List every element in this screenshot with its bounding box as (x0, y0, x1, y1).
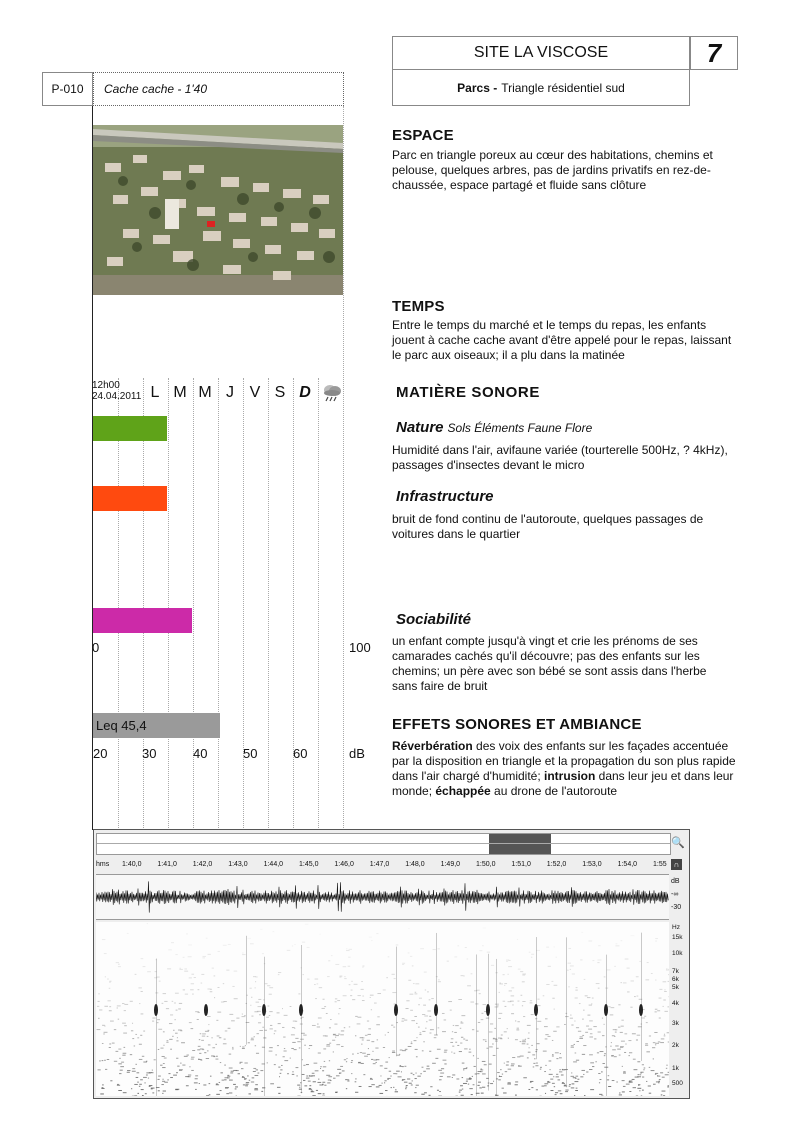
hz-tick: 1k (672, 1065, 679, 1072)
db-scale (671, 875, 681, 914)
sociabilite-heading: Sociabilité (396, 611, 472, 628)
rain-cloud-icon (320, 382, 344, 404)
spectrogram-noise (97, 923, 669, 1096)
grid-line (118, 378, 119, 830)
timeline-tick: 1:42,0 (192, 861, 213, 868)
aerial-photo (93, 125, 343, 295)
effets-bold-1: Réverbération (392, 739, 473, 753)
effets-bold-2: intrusion (544, 769, 596, 783)
hz-tick: 15k (672, 934, 683, 941)
timeline-ruler[interactable] (96, 858, 669, 872)
effets-text-2: dans leur jeu et dans leur monde; (392, 769, 734, 798)
timeline-tick: 1:55 (653, 861, 667, 868)
timeline-tick: 1:41,0 (157, 861, 177, 868)
grid-line (343, 106, 344, 830)
sociabilite-text: un enfant compte jusqu'à vingt et crie les prénoms de ses camarades cachés qu'il découvre; pas des enfants sur les chemins; un père avec son bébé se sont assis dans l'herbe sans faire de bruit (392, 634, 707, 693)
hz-tick: 10k (672, 950, 683, 957)
waveform-path (96, 881, 668, 912)
effets-text-3: au drone de l'autoroute (490, 784, 618, 798)
timeline-tick: 1:45,0 (299, 861, 319, 868)
db-scale-label: dB (671, 878, 680, 885)
overview-selection[interactable] (489, 834, 551, 854)
db-tick: 50 (243, 746, 258, 761)
timeline-tick: 1:40,0 (122, 861, 142, 868)
recording-datetime (92, 380, 141, 402)
db-tick: 20 (93, 746, 108, 761)
grid-line (168, 378, 169, 830)
record-title: Cache cache - 1'40 (93, 72, 344, 106)
espace-heading: ESPACE (392, 127, 454, 144)
hz-tick: 7k (672, 968, 679, 975)
day-label: J (226, 384, 234, 401)
parc-label: Parcs - (457, 80, 498, 95)
day-label-selected: D (299, 384, 311, 401)
hz-tick: 2k (672, 1042, 679, 1049)
timeline-tick: 1:47,0 (369, 861, 390, 868)
record-code: P-010 (42, 72, 93, 106)
overview-line (97, 843, 670, 844)
espace-text: Parc en triangle poreux au cœur des habitations, chemins et pelouse, quelques arbres, pas de jardins privatifs en rez-de-chaussée, espace partagé et fluide sans clôture (392, 148, 713, 192)
day-label: V (249, 384, 261, 401)
scale-min-label: 0 (92, 640, 100, 655)
db-scale-label: -∞ (671, 891, 679, 898)
nature-text: Humidité dans l'air, avifaune variée (tourterelle 500Hz, ? 4kHz), passages d'insectes devant le micro (392, 443, 728, 472)
overview-strip[interactable] (96, 833, 671, 855)
hz-tick: 5k (672, 984, 679, 991)
grid-line (243, 378, 244, 830)
spectrogram[interactable] (96, 922, 669, 1096)
lock-icon[interactable]: ∩ (671, 859, 682, 870)
db-unit: dB (349, 746, 365, 761)
timeline-tick: 1:48,0 (405, 861, 425, 868)
timeline-tick: 1:43,0 (228, 861, 248, 868)
day-label: S (274, 384, 286, 401)
recording-time: 12h00 (92, 380, 120, 391)
day-label: L (150, 384, 160, 401)
hz-tick: 6k (672, 976, 679, 983)
hz-tick: 3k (672, 1020, 679, 1027)
day-label: M (198, 384, 212, 401)
magnifier-icon[interactable]: 🔍 (671, 837, 685, 849)
infrastructure-text: bruit de fond continu de l'autoroute, quelques passages de voitures dans le quartier (392, 512, 704, 541)
recording-date: 24.04.2011 (92, 391, 142, 402)
grid-line (218, 378, 219, 830)
day-label: M (173, 384, 187, 401)
nature-subtitle: Sols Éléments Faune Flore (447, 421, 593, 435)
timeline-tick: 1:51,0 (511, 861, 531, 868)
timeline-start: hms (96, 861, 110, 868)
db-tick: 40 (193, 746, 208, 761)
nature-bar (93, 416, 167, 441)
grid-line (193, 378, 194, 830)
scale-max-label: 100 (349, 640, 371, 655)
hz-tick: 4k (672, 1000, 679, 1007)
grid-line (143, 378, 144, 830)
audio-editor (93, 829, 690, 1099)
temps-text: Entre le temps du marché et le temps du repas, les enfants jouent à cache cache avant d'être appelé pour le repas, laissant le parc aux oiseaux; il a plu dans la matinée (392, 318, 732, 362)
infrastructure-bar (93, 486, 167, 511)
leq-bar (93, 713, 220, 738)
grid-line (318, 378, 319, 830)
timeline-tick: 1:52,0 (546, 861, 567, 868)
timeline-tick: 1:53,0 (582, 861, 602, 868)
infrastructure-heading: Infrastructure (396, 488, 494, 505)
db-tick: 60 (293, 746, 308, 761)
waveform[interactable] (96, 874, 669, 920)
matiere-heading: MATIÈRE SONORE (396, 384, 540, 401)
timeline-tick: 1:44,0 (263, 861, 284, 868)
effets-bold-3: échappée (435, 784, 491, 798)
timeline-tick: 1:46,0 (334, 861, 354, 868)
hz-tick: Hz (672, 924, 680, 931)
nature-title: Nature (396, 419, 444, 436)
page-number: 7 (690, 36, 738, 70)
leq-label: Leq 45,4 (96, 718, 147, 733)
timeline-tick: 1:50,0 (476, 861, 496, 868)
parc-subtitle (392, 70, 690, 106)
grid-line (293, 378, 294, 830)
grid-line (268, 378, 269, 830)
db-tick: 30 (142, 746, 157, 761)
timeline-tick: 1:54,0 (617, 861, 638, 868)
effets-heading: EFFETS SONORES ET AMBIANCE (392, 716, 642, 733)
hz-tick: 500 (672, 1080, 683, 1087)
hz-scale (671, 922, 689, 1096)
nature-heading (396, 419, 592, 436)
site-title: SITE LA VISCOSE (392, 36, 690, 70)
effets-text-1: des voix des enfants sur les façades accentuée par la disposition en triangle et la propagation du son plus rapide dans l'air chargé d'humidité; (392, 739, 736, 783)
db-scale-label: -30 (671, 904, 682, 911)
sociabilite-bar (93, 608, 192, 633)
effets-text (392, 739, 737, 799)
parc-name: Triangle résidentiel sud (501, 80, 625, 95)
temps-heading: TEMPS (392, 298, 445, 315)
timeline-tick: 1:49,0 (440, 861, 461, 868)
